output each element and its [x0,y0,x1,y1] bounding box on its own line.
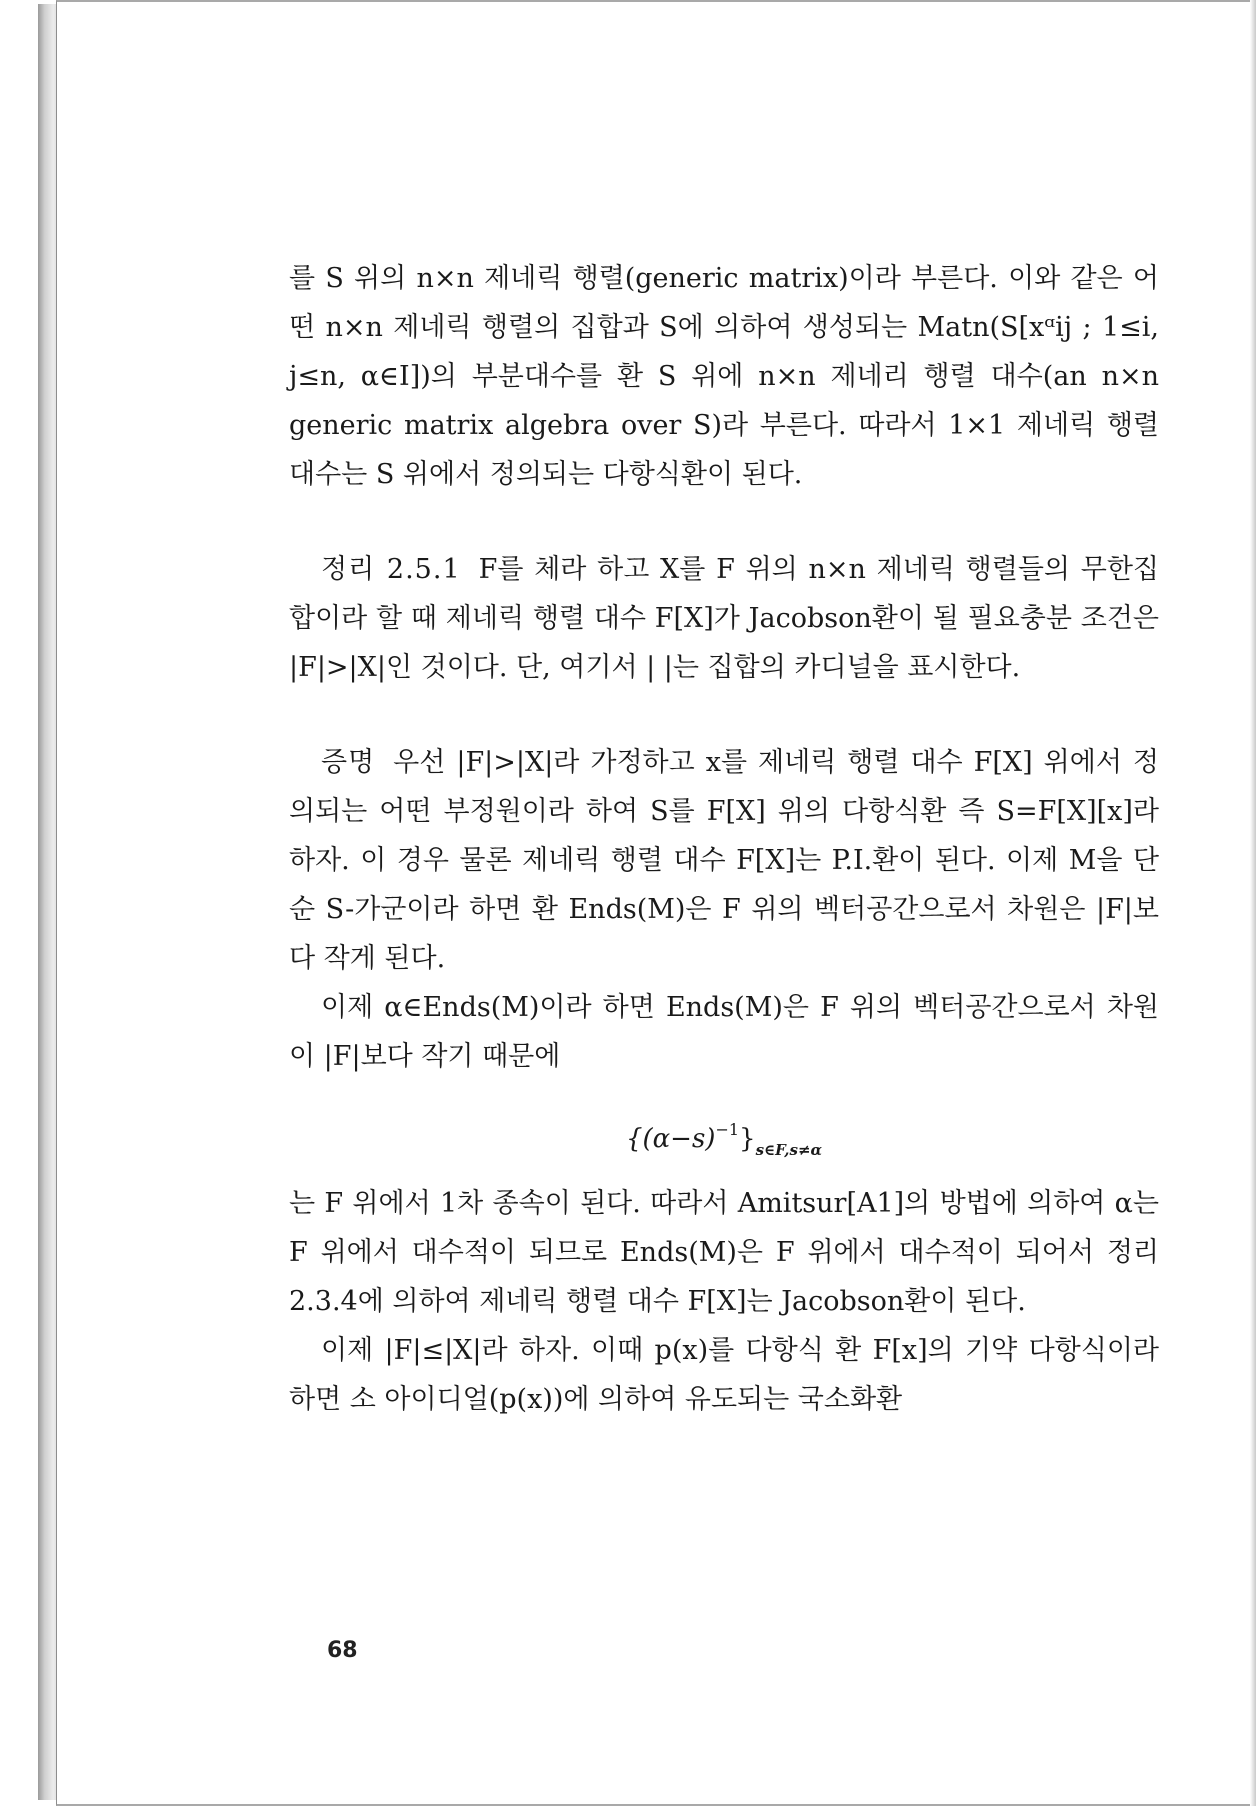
page-edge-shadow [1250,0,1256,1806]
display-expression: {(α−s) [625,1124,716,1154]
proof-text-1: 우선 |F|>|X|라 가정하고 x를 제네릭 행렬 대수 F[X] 위에서 정의되는 어떤 부정원이라 하여 S를 F[X] 위의 다항식환 즉 S=F[X][x]라 하자. 이 경우 물론 제네릭 행렬 대수 F[X]는 P.I.환이 된다. 이제 M을 단순 S-가군이라 하면 환 Ends(M)은 F 위의 벡터공간으로서 차원은 |F|보다 작게 된다. [289,747,1159,974]
theorem [289,545,1159,692]
spacer [289,499,1159,545]
display-close-brace: } [739,1124,756,1154]
display-equation [289,1081,1159,1179]
theorem-label: 정리 2.5.1 [321,554,461,585]
theorem-body: F를 체라 하고 X를 F 위의 n×n 제네릭 행렬들의 무한집합이라 할 때 제네릭 행렬 대수 F[X]가 Jacobson환이 될 필요충분 조건은 |F|>|X|인 것이다. 단, 여기서 | |는 집합의 카디널을 표시한다. [289,554,1159,683]
display-exponent: −1 [715,1120,740,1139]
spacer [289,692,1159,738]
proof-paragraph-1 [289,738,1159,983]
proof-paragraph-3: 는 F 위에서 1차 종속이 된다. 따라서 Amitsur[A1]의 방법에 의하여 α는 F 위에서 대수적이 되므로 Ends(M)은 F 위에서 대수적이 되어서 정리 2.3.4에 의하여 제네릭 행렬 대수 F[X]는 Jacobson환이 된다. [289,1188,1159,1317]
book-page [56,0,1250,1806]
intro-paragraph: 를 S 위의 n×n 제네릭 행렬(generic matrix)이라 부른다. 이와 같은 어떤 n×n 제네릭 행렬의 집합과 S에 의하여 생성되는 Matn(S[xᵅij ; 1≤i, j≤n, α∈I])의 부분대수를 환 S 위에 n×n 제네리 행렬 대수(an n×n generic matrix algebra over S)라 부른다. 따라서 1×1 제네릭 행렬 대수는 S 위에서 정의되는 다항식환이 된다. [289,263,1159,490]
proof-paragraph-2: 이제 α∈Ends(M)이라 하면 Ends(M)은 F 위의 벡터공간으로서 차원이 |F|보다 작기 때문에 [289,992,1159,1072]
display-subscript: s∈F,s≠α [755,1141,823,1159]
page-number: 68 [327,1638,358,1663]
page-body [289,254,1159,1424]
proof-label: 증명 [321,747,376,778]
proof-paragraph-4: 이제 |F|≤|X|라 하자. 이때 p(x)를 다항식 환 F[x]의 기약 다항식이라 하면 소 아이디얼(p(x))에 의하여 유도되는 국소화환 [289,1335,1159,1415]
